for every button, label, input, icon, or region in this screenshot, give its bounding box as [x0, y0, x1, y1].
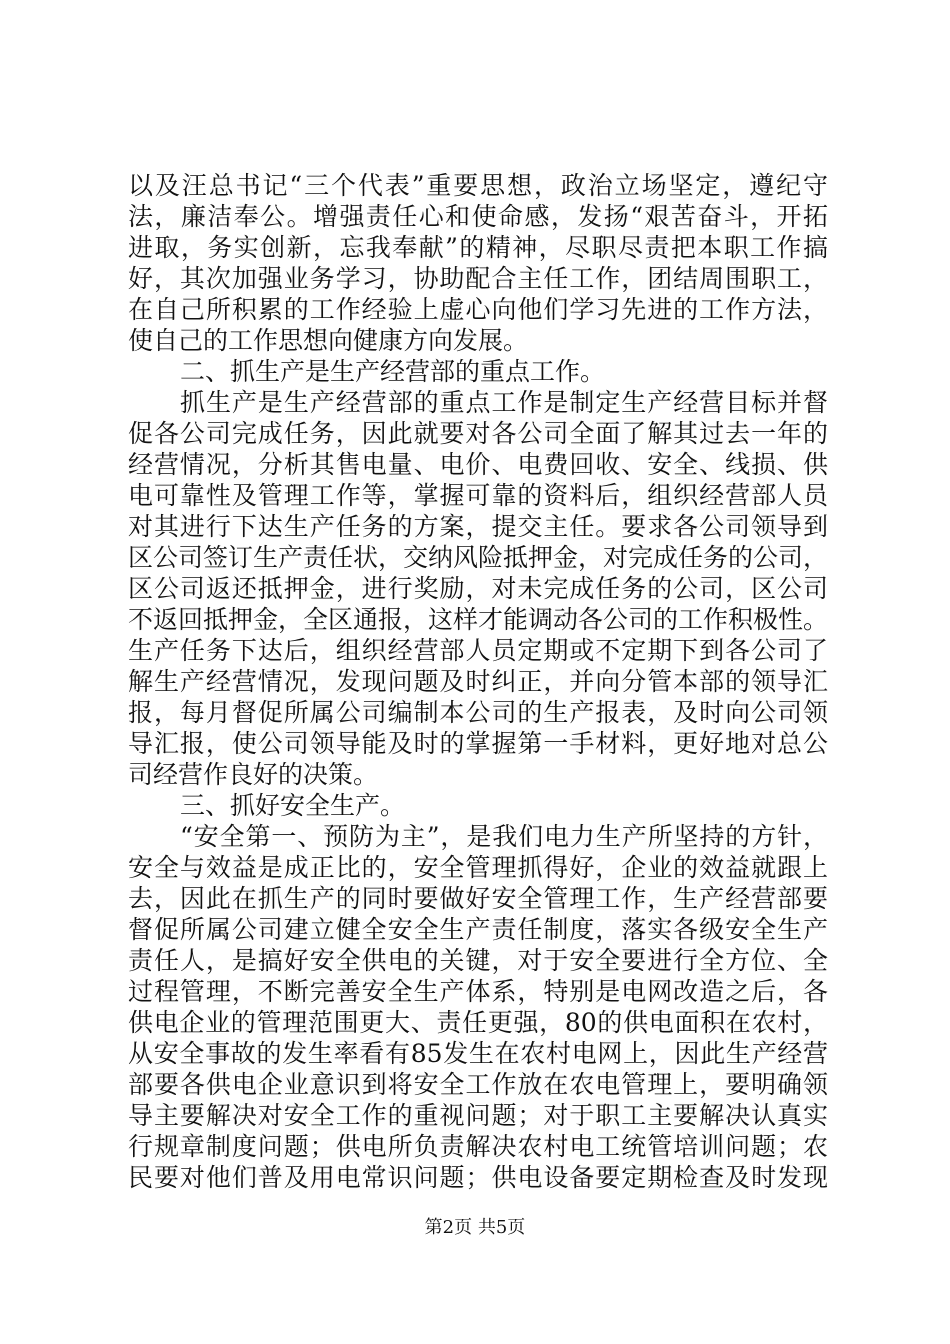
text-line: 生产任务下达后，组织经营部人员定期或不定期下到各公司了 [128, 636, 828, 665]
text-line: 区公司返还抵押金，进行奖励，对未完成任务的公司，区公司 [128, 574, 828, 603]
text-line: 过程管理，不断完善安全生产体系，特别是电网改造之后，各 [128, 977, 828, 1006]
text-line: 解生产经营情况，发现问题及时纠正，并向分管本部的领导汇 [128, 667, 828, 696]
text-line: 安全与效益是成正比的，安全管理抓得好，企业的效益就跟上 [128, 853, 828, 882]
text-line: 以及汪总书记“三个代表”重要思想，政治立场坚定，遵纪守 [128, 171, 828, 200]
text-line: 导主要解决对安全工作的重视问题；对于职工主要解决认真实 [128, 1101, 828, 1130]
text-line: 导汇报，使公司领导能及时的掌握第一手材料，更好地对总公 [128, 729, 828, 758]
text-line: 从安全事故的发生率看有85发生在农村电网上，因此生产经营 [128, 1039, 828, 1068]
document-body [128, 170, 828, 1193]
text-line: 抓生产是生产经营部的重点工作是制定生产经营目标并督 [180, 388, 828, 417]
page-number-footer: 第2页 共5页 [424, 1217, 526, 1238]
text-line: 司经营作良好的决策。 [128, 760, 379, 789]
text-line: 责任人，是搞好安全供电的关键，对于安全要进行全方位、全 [128, 946, 828, 975]
text-line: 行规章制度问题；供电所负责解决农村电工统管培训问题；农 [128, 1132, 828, 1161]
text-line: 督促所属公司建立健全安全生产责任制度，落实各级安全生产 [128, 915, 828, 944]
text-line: 法，廉洁奉公。增强责任心和使命感，发扬“艰苦奋斗，开拓 [128, 202, 828, 231]
text-line: 电可靠性及管理工作等，掌握可靠的资料后，组织经营部人员 [128, 481, 828, 510]
text-line: 对其进行下达生产任务的方案，提交主任。要求各公司领导到 [128, 512, 828, 541]
text-line: 在自己所积累的工作经验上虚心向他们学习先进的工作方法， [128, 295, 828, 324]
text-line: 经营情况，分析其售电量、电价、电费回收、安全、线损、供 [128, 450, 828, 479]
text-line: 民要对他们普及用电常识问题；供电设备要定期检查及时发现 [128, 1163, 828, 1192]
text-line: 好，其次加强业务学习，协助配合主任工作，团结周围职工， [128, 264, 828, 293]
text-line: 部要各供电企业意识到将安全工作放在农电管理上，要明确领 [128, 1070, 828, 1099]
text-line: 进取，务实创新，忘我奉献”的精神，尽职尽责把本职工作搞 [128, 233, 828, 262]
text-line: 二、抓生产是生产经营部的重点工作。 [180, 357, 606, 386]
text-line: 促各公司完成任务，因此就要对各公司全面了解其过去一年的 [128, 419, 828, 448]
text-line: 不返回抵押金，全区通报，这样才能调动各公司的工作积极性。 [128, 605, 828, 634]
text-line: “安全第一、预防为主”，是我们电力生产所坚持的方针， [180, 822, 828, 851]
text-line: 三、抓好安全生产。 [180, 791, 406, 820]
text-line: 区公司签订生产责任状，交纳风险抵押金，对完成任务的公司， [128, 543, 828, 572]
text-line: 去，因此在抓生产的同时要做好安全管理工作，生产经营部要 [128, 884, 828, 913]
text-line: 供电企业的管理范围更大、责任更强，80的供电面积在农村， [128, 1008, 828, 1037]
text-line: 使自己的工作思想向健康方向发展。 [128, 326, 529, 355]
text-line: 报，每月督促所属公司编制本公司的生产报表，及时向公司领 [128, 698, 828, 727]
